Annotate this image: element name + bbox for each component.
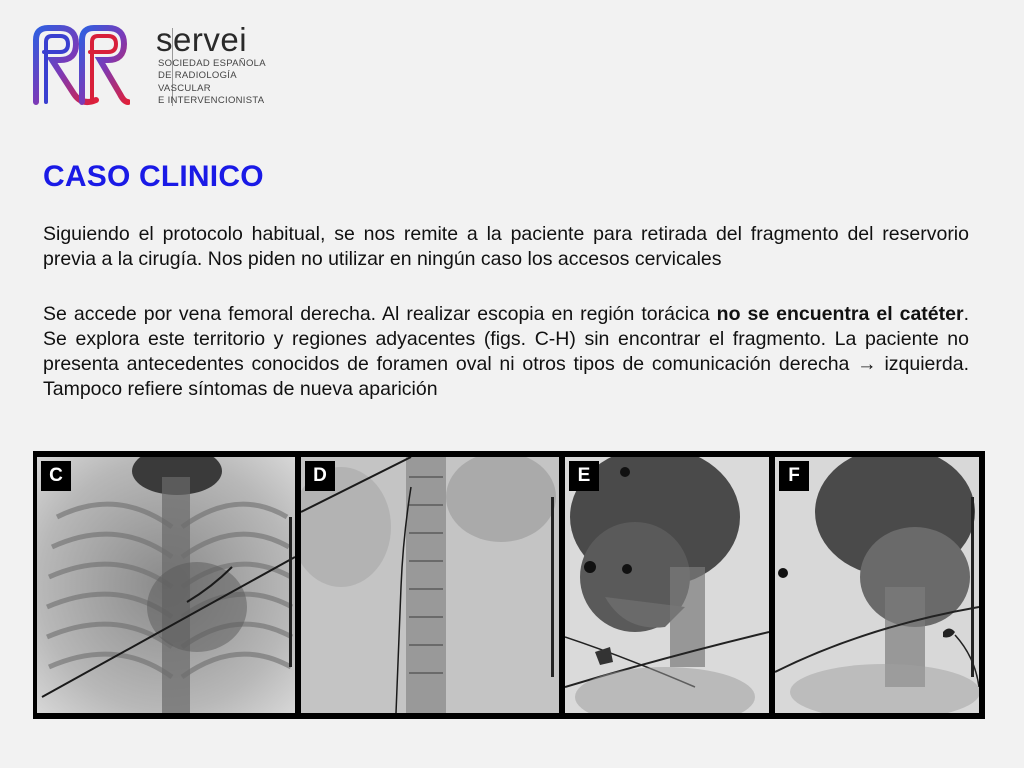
brand-subtitle-line: E INTERVENCIONISTA xyxy=(158,95,265,107)
paragraph-procedure xyxy=(43,302,969,402)
paragraph-intro: Siguiendo el protocolo habitual, se nos remite a la paciente para retirada del fragmento del reservorio previa a la cirugía. Nos piden no utilizar en ningún caso los accesos cervicales xyxy=(43,223,969,270)
figure-label: F xyxy=(779,461,809,491)
brand-subtitle xyxy=(158,58,266,108)
figure-panel-c xyxy=(37,457,295,713)
fluoroscopy-figure-strip xyxy=(33,451,985,719)
brand-name: servei xyxy=(156,21,248,58)
figure-panel-d xyxy=(301,457,559,713)
brand-subtitle-line: DE RADIOLOGÍA xyxy=(158,70,237,82)
figure-panel-f xyxy=(775,457,979,713)
neck-oblique-fluoroscopy-image xyxy=(775,457,979,713)
servei-logo xyxy=(30,22,290,112)
chest-fluoroscopy-image xyxy=(37,457,295,713)
paragraph-text: . Se explora este territorio y regiones adyacentes (figs. C-H) sin encontrar el fragmento. La paciente no presenta antecedentes conocidos de foramen oval ni otros tipos de comunicación derecha → izquierda. Tampoco refiere síntomas de nueva aparición xyxy=(43,303,969,400)
page-title: CASO CLINICO xyxy=(43,160,264,193)
abdomen-fluoroscopy-image xyxy=(301,457,559,713)
figure-label: D xyxy=(305,461,335,491)
brand-subtitle-line: VASCULAR xyxy=(158,82,211,94)
brand-subtitle-line: SOCIEDAD ESPAÑOLA xyxy=(158,58,266,69)
rr-logo-mark-icon xyxy=(30,22,130,108)
figure-label: C xyxy=(41,461,71,491)
neck-lateral-fluoroscopy-image xyxy=(565,457,769,713)
paragraph-emphasis: no se encuentra el catéter xyxy=(716,303,964,325)
figure-label: E xyxy=(569,461,599,491)
paragraph-text: Se accede por vena femoral derecha. Al realizar escopia en región torácica xyxy=(43,303,717,325)
figure-panel-e xyxy=(565,457,769,713)
